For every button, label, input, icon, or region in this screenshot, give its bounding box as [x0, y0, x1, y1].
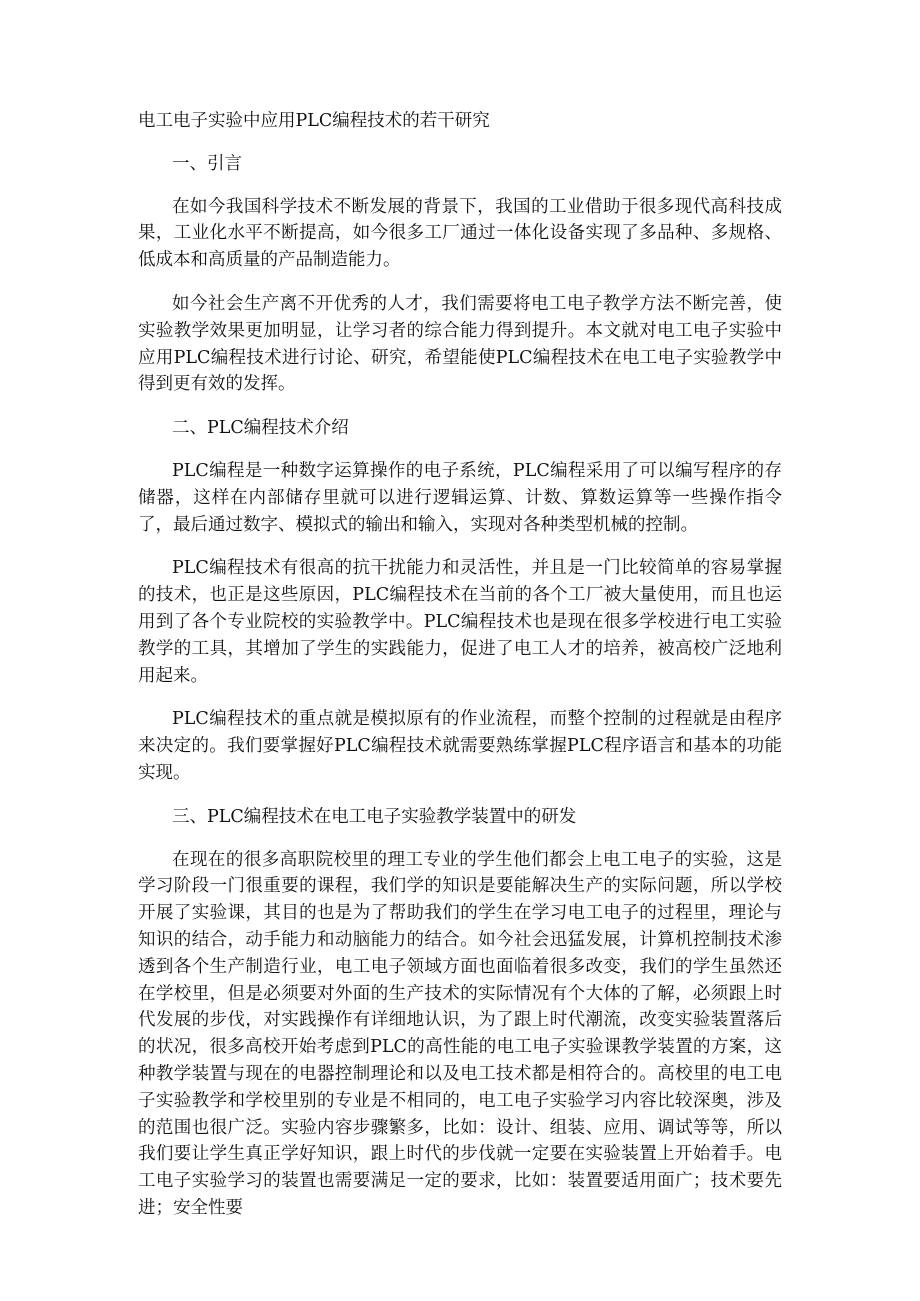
- paragraph: 如今社会生产离不开优秀的人才，我们需要将电工电子教学方法不断完善，使实验教学效果更加明显，让学习者的综合能力得到提升。本文就对电工电子实验中应用PLC编程技术进行讨论、研究，希望能使PLC编程技术在电工电子实验教学中得到更有效的发挥。: [138, 293, 782, 395]
- paragraph: PLC编程技术的重点就是模拟原有的作业流程，而整个控制的过程就是由程序来决定的。我们要掌握好PLC编程技术就需要熟练掌握PLC程序语言和基本的功能实现。: [138, 709, 782, 783]
- section-heading-plc-introduction: 二、PLC编程技术介绍: [172, 418, 349, 439]
- paragraph: PLC编程是一种数字运算操作的电子系统，PLC编程采用了可以编写程序的存储器，这样在内部储存里就可以进行逻辑运算、计数、算数运算等一些操作指令了，最后通过数字、模拟式的输出和输入，实现对各种类型机械的控制。: [138, 460, 782, 535]
- section-heading-introduction: 一、引言: [172, 153, 242, 174]
- paragraph: PLC编程技术有很高的抗干扰能力和灵活性，并且是一门比较简单的容易掌握的技术，也正是这些原因，PLC编程技术在当前的各个工厂被大量使用，而且也运用到了各个专业院校的实验教学中。PLC编程技术也是现在很多学校进行电工实验教学的工具，其增加了学生的实践能力，促进了电工人才的培养，被高校广泛地利用起来。: [138, 558, 782, 686]
- paragraph: 在现在的很多高职院校里的理工专业的学生他们都会上电工电子的实验，这是学习阶段一门很重要的课程，我们学的知识是要能解决生产的实际问题，所以学校开展了实验课，其目的也是为了帮助我们的学生在学习电工电子的过程里，理论与知识的结合，动手能力和动脑能力的结合。如今社会迅猛发展，计算机控制技术渗透到各个生产制造行业，电工电子领域方面也面临着很多改变，我们的学生虽然还在学校里，但是必须要对外面的生产技术的实际情况有个大体的了解，必须跟上时代发展的步伐，对实践操作有详细地认识，为了跟上时代潮流，改变实验装置落后的状况，很多高校开始考虑到PLC的高性能的电工电子实验课教学装置的方案，这种教学装置与现在的电器控制理论和以及电工技术都是相符合的。高校里的电工电子实验教学和学校里别的专业是不相同的，电工电子实验学习内容比较深奥，涉及的范围也很广泛。实验内容步骤繁多，比如：设计、组装、应用、调试等等，所以我们要让学生真正学好知识，跟上时代的步伐就一定要在实验装置上开始着手。电工电子实验学习的装置也需要满足一定的要求，比如：装置要适用面广；技术要先进；安全性要: [138, 849, 782, 1218]
- document-title: 电工电子实验中应用PLC编程技术的若干研究: [138, 111, 490, 131]
- section-heading-plc-development: 三、PLC编程技术在电工电子实验教学装置中的研发: [172, 806, 577, 827]
- paragraph: 在如今我国科学技术不断发展的背景下，我国的工业借助于很多现代高科技成果，工业化水平不断提高，如今很多工厂通过一体化设备实现了多品种、多规格、低成本和高质量的产品制造能力。: [138, 196, 782, 271]
- document-body: [138, 108, 782, 1222]
